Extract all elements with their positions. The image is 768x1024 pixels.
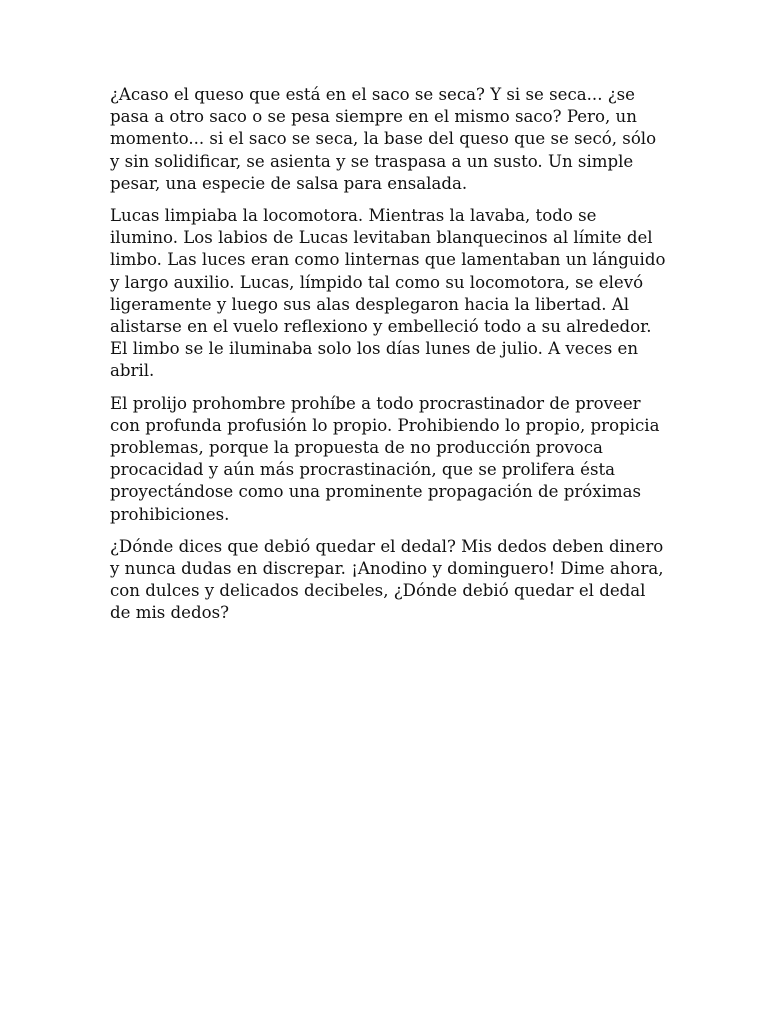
paragraph-prohombre: El prolijo prohombre prohíbe a todo procrastinador de proveer con profunda profusión lo propio. Prohibiendo lo propio, propicia problemas, porque la propuesta de no producción provoca procacidad y aún más procrastinación, que se prolifera ésta proyectándose como una prominente propagación de próximas prohibiciones. [110,393,660,524]
document-body [110,84,666,635]
paragraph-lucas: Lucas limpiaba la locomotora. Mientras la lavaba, todo se ilumino. Los labios de Lucas levitaban blanquecinos al límite del limbo. Las luces eran como linternas que lamentaban un lánguido y largo auxilio. Lucas, límpido tal como su locomotora, se elevó ligeramente y luego sus alas desplegaron hacia la libertad. Al alistarse en el vuelo reflexiono y embelleció todo a su alrededor. El limbo se le iluminaba solo los días lunes de julio. A veces en abril. [110,206,666,381]
paragraph-queso: ¿Acaso el queso que está en el saco se seca? Y si se seca... ¿se pasa a otro saco o se pesa siempre en el mismo saco? Pero, un momento... si el saco se seca, la base del queso que se secó, sólo y sin solidificar, se asienta y se traspasa a un susto. Un simple pesar, una especie de salsa para ensalada. [110,85,657,193]
paragraph-dedal: ¿Dónde dices que debió quedar el dedal? Mis dedos deben dinero y nunca dudas en discrepar. ¡Anodino y dominguero! Dime ahora, con dulces y delicados decibeles, ¿Dónde debió quedar el dedal de mis dedos? [110,536,664,623]
